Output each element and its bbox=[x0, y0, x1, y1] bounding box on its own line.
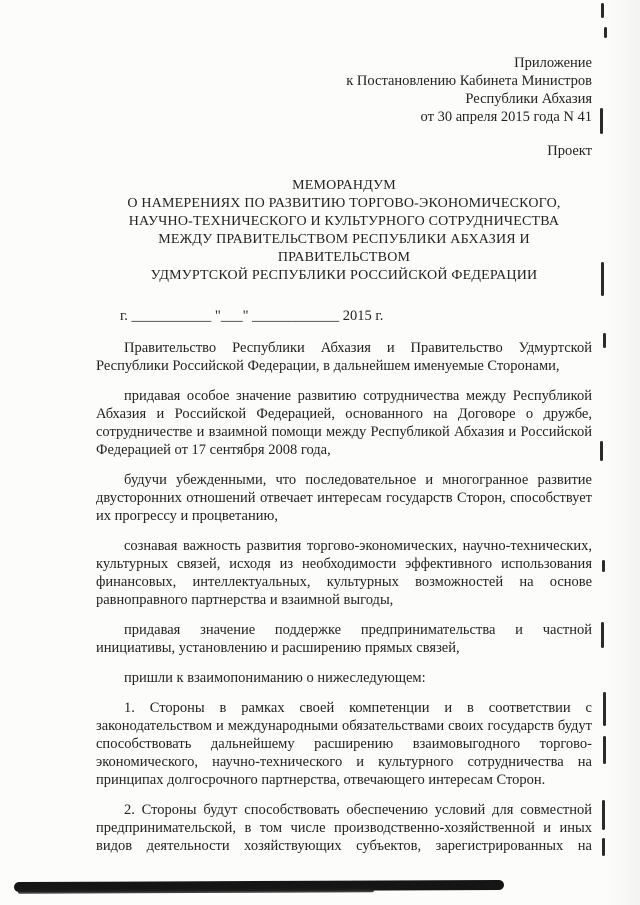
scan-artifact-mark bbox=[602, 560, 605, 572]
scan-artifact-mark bbox=[601, 262, 604, 296]
scan-artifact-mark bbox=[602, 838, 605, 856]
title-line: ПРАВИТЕЛЬСТВОМ bbox=[277, 250, 411, 265]
document-body bbox=[96, 339, 592, 855]
document-header bbox=[96, 54, 592, 126]
scan-artifact-mark bbox=[603, 333, 606, 348]
header-line: Республики Абхазия bbox=[465, 91, 592, 107]
title-line: УДМУРТСКОЙ РЕСПУБЛИКИ РОССИЙСКОЙ ФЕДЕРАЦИИ bbox=[150, 268, 538, 283]
paragraph-1: Правительство Республики Абхазия и Правительство Удмуртской Республики Российской Федерации, в дальнейшем именуемые Сторонами, bbox=[96, 340, 592, 374]
paragraph-6: пришли к взаимопониманию о нижеследующем: bbox=[124, 670, 426, 686]
scan-artifact-mark bbox=[600, 441, 603, 461]
scan-artifact-mark bbox=[604, 27, 607, 38]
header-line: к Постановлению Кабинета Министров bbox=[346, 73, 592, 89]
scan-artifact-mark bbox=[602, 800, 605, 830]
paragraph-4: сознавая важность развития торгово-экономических, научно-технических, культурных связей, исходя из необходимости эффективного использования финансовых, интеллектуальных, культурных возможностей на основе равноправного партнерства и взаимной выгоды, bbox=[96, 538, 592, 608]
title-line: О НАМЕРЕНИЯХ ПО РАЗВИТИЮ ТОРГОВО-ЭКОНОМИЧЕСКОГО, bbox=[127, 196, 561, 211]
scan-artifact-mark bbox=[603, 736, 606, 764]
header-line: от 30 апреля 2015 года N 41 bbox=[420, 109, 592, 125]
paragraph-2: придавая особое значение развитию сотрудничества между Республикой Абхазия и Российской Федерацией, основанного на Договоре о дружбе, сотрудничестве и взаимной помощи между Республикой Абхазия и Российской Федерацией от 17 сентября 2008 года, bbox=[96, 388, 592, 458]
project-label: Проект bbox=[547, 143, 592, 159]
title-line: МЕЖДУ ПРАВИТЕЛЬСТВОМ РЕСПУБЛИКИ АБХАЗИЯ И bbox=[158, 232, 530, 247]
title-line: НАУЧНО-ТЕХНИЧЕСКОГО И КУЛЬТУРНОГО СОТРУДНИЧЕСТВА bbox=[128, 214, 560, 229]
scan-artifact-mark bbox=[603, 692, 606, 726]
scan-artifact-mark bbox=[601, 3, 604, 18]
document-title bbox=[96, 177, 592, 285]
title-line: МЕМОРАНДУМ bbox=[292, 178, 396, 193]
date-place-line: г. ___________ "___" ____________ 2015 г. bbox=[120, 308, 384, 324]
paragraph-8: 2. Стороны будут способствовать обеспечению условий для совместной предпринимательской, в том числе производственно-хозяйственной и иных видов деятельности хозяйствующих субъектов, зарегистрированных на bbox=[96, 802, 592, 854]
paragraph-7: 1. Стороны в рамках своей компетенции и в соответствии с законодательством и международными обязательствами своих государств будут способствовать дальнейшему расширению взаимовыгодного торгово-экономического, научно-технического и культурного сотрудничества на принципах долгосрочного партнерства, отвечающего интересам Сторон. bbox=[96, 700, 592, 788]
header-line: Приложение bbox=[514, 55, 592, 71]
scan-artifact-mark bbox=[600, 108, 603, 134]
paragraph-3: будучи убежденными, что последовательное и многогранное развитие двусторонних отношений отвечает интересам государств Сторон, способствует их прогрессу и процветанию, bbox=[96, 472, 592, 524]
scan-artifact-mark bbox=[601, 622, 604, 648]
paragraph-5: придавая значение поддержке предпринимательства и частной инициативы, установлению и расширению прямых связей, bbox=[96, 622, 592, 656]
